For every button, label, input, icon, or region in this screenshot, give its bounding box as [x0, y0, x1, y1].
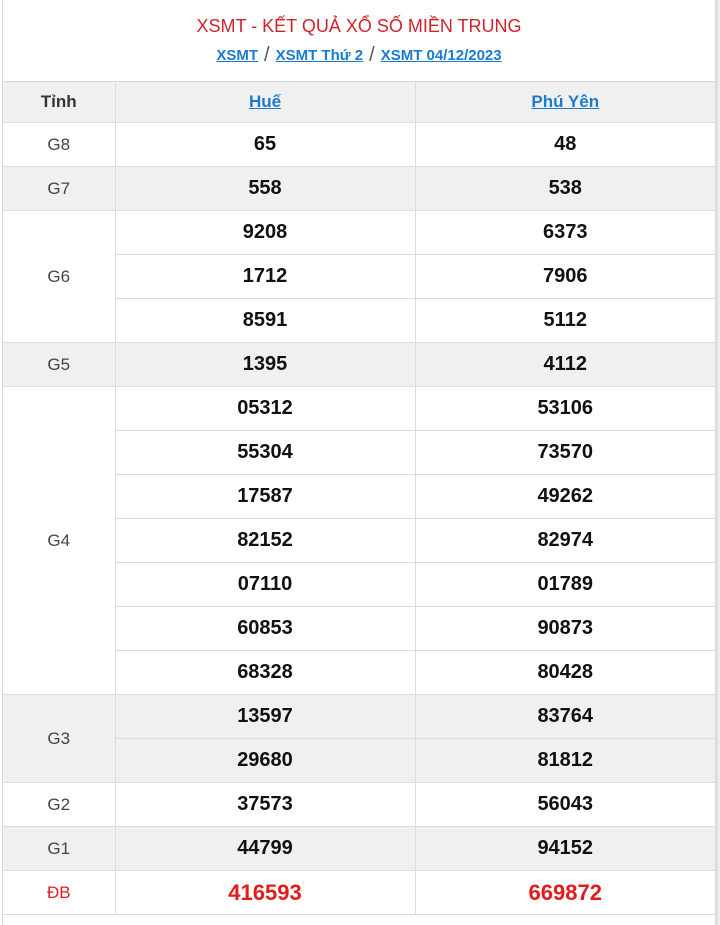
- breadcrumb-weekday-link[interactable]: XSMT Thứ 2: [275, 47, 364, 64]
- table-row: [3, 695, 715, 739]
- phu-yen-number: 83764: [415, 695, 715, 739]
- table-row: [3, 827, 715, 871]
- phu-yen-number: 73570: [415, 431, 715, 475]
- phu-yen-number: 49262: [415, 475, 715, 519]
- results-table: [3, 82, 715, 915]
- prize-label: G8: [3, 123, 115, 167]
- hue-link[interactable]: Huế: [248, 92, 282, 111]
- phu-yen-number: 7906: [415, 255, 715, 299]
- prize-label: G4: [3, 387, 115, 695]
- prize-label: G6: [3, 211, 115, 343]
- breadcrumb-separator: /: [369, 44, 375, 66]
- prize-label: G1: [3, 827, 115, 871]
- prize-label: G2: [3, 783, 115, 827]
- table-row: [3, 211, 715, 255]
- table-row: [3, 343, 715, 387]
- breadcrumb-separator: /: [264, 44, 270, 66]
- hue-number: 07110: [115, 563, 415, 607]
- hue-number: 82152: [115, 519, 415, 563]
- prize-label: G7: [3, 167, 115, 211]
- prize-label: G3: [3, 695, 115, 783]
- column-header-hue: [115, 82, 415, 123]
- hue-number: 13597: [115, 695, 415, 739]
- prize-label: ĐB: [3, 871, 115, 915]
- phu-yen-number: 669872: [415, 871, 715, 915]
- phu-yen-number: 81812: [415, 739, 715, 783]
- phu-yen-number: 48: [415, 123, 715, 167]
- results-panel: [2, 0, 716, 925]
- phu-yen-number: 6373: [415, 211, 715, 255]
- results-header: [3, 0, 715, 82]
- breadcrumb: [3, 45, 715, 66]
- phu-yen-number: 80428: [415, 651, 715, 695]
- hue-number: 68328: [115, 651, 415, 695]
- hue-number: 416593: [115, 871, 415, 915]
- hue-number: 60853: [115, 607, 415, 651]
- hue-number: 37573: [115, 783, 415, 827]
- phu-yen-number: 56043: [415, 783, 715, 827]
- phu-yen-number: 82974: [415, 519, 715, 563]
- table-row: [3, 167, 715, 211]
- table-header-row: [3, 82, 715, 123]
- table-row: [3, 871, 715, 915]
- hue-number: 44799: [115, 827, 415, 871]
- hue-number: 8591: [115, 299, 415, 343]
- phu-yen-number: 01789: [415, 563, 715, 607]
- phu-yen-number: 94152: [415, 827, 715, 871]
- hue-number: 29680: [115, 739, 415, 783]
- hue-number: 9208: [115, 211, 415, 255]
- table-row: [3, 123, 715, 167]
- column-header-phu-yen: [415, 82, 715, 123]
- hue-number: 05312: [115, 387, 415, 431]
- hue-number: 17587: [115, 475, 415, 519]
- phu-yen-number: 4112: [415, 343, 715, 387]
- hue-number: 558: [115, 167, 415, 211]
- phu-yen-number: 5112: [415, 299, 715, 343]
- table-row: [3, 783, 715, 827]
- scroll-shadow: [716, 0, 720, 925]
- breadcrumb-date-link[interactable]: XSMT 04/12/2023: [380, 47, 502, 64]
- phu-yen-number: 53106: [415, 387, 715, 431]
- hue-number: 65: [115, 123, 415, 167]
- page-title: XSMT - KẾT QUẢ XỔ SỐ MIỀN TRUNG: [196, 16, 522, 36]
- hue-number: 1712: [115, 255, 415, 299]
- column-header-province: Tỉnh: [3, 82, 115, 123]
- phu-yen-link[interactable]: Phú Yên: [531, 92, 600, 111]
- hue-number: 1395: [115, 343, 415, 387]
- hue-number: 55304: [115, 431, 415, 475]
- phu-yen-number: 90873: [415, 607, 715, 651]
- results-body: [3, 123, 715, 915]
- breadcrumb-xsmt-link[interactable]: XSMT: [216, 47, 259, 64]
- table-row: [3, 387, 715, 431]
- phu-yen-number: 538: [415, 167, 715, 211]
- prize-label: G5: [3, 343, 115, 387]
